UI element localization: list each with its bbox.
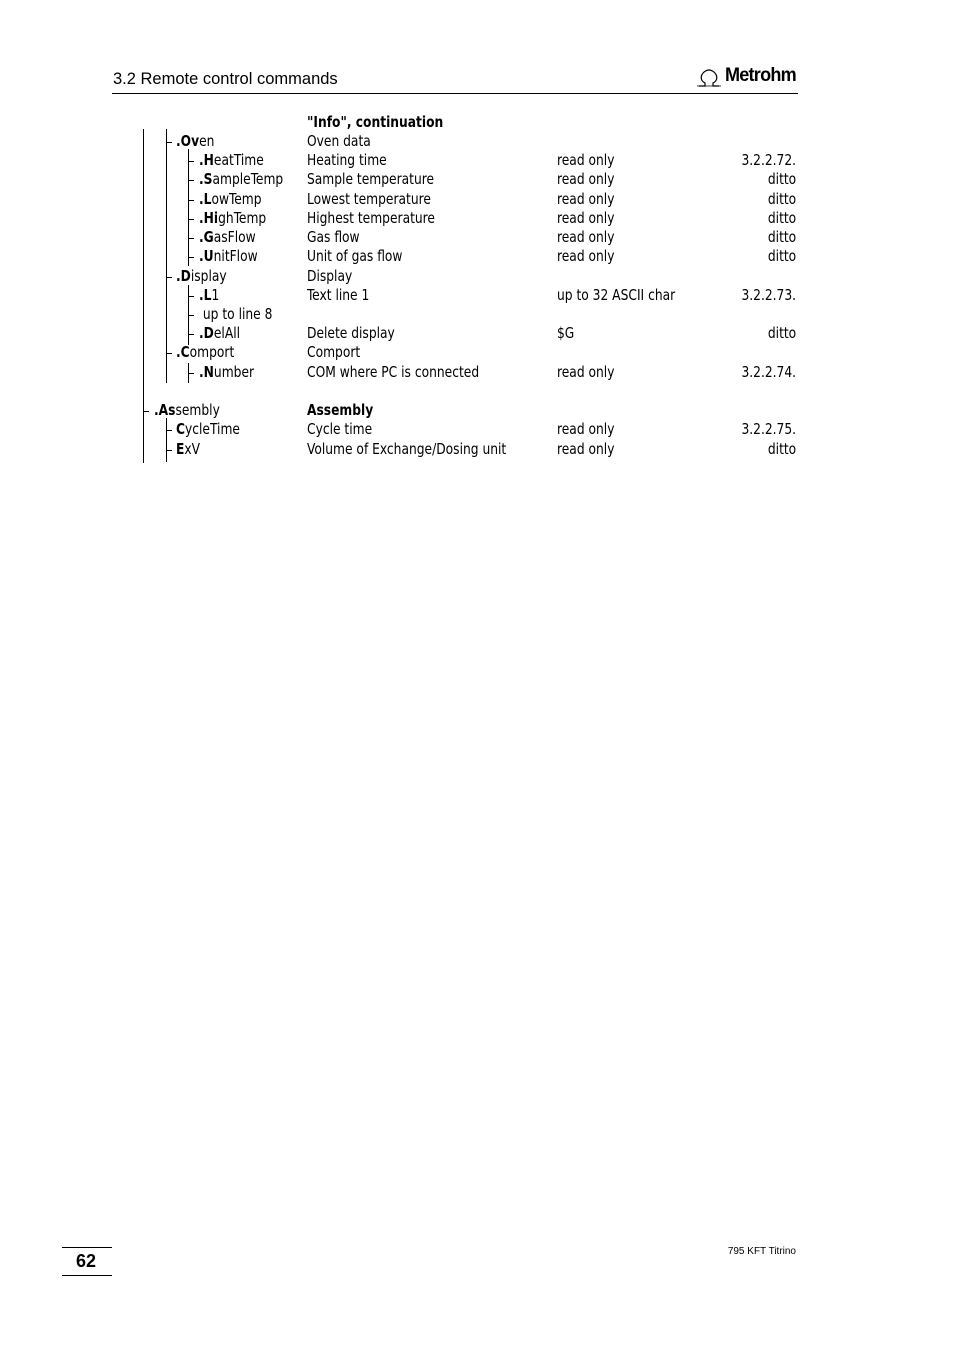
command-access: read only — [557, 228, 615, 246]
command-reference: 3.2.2.75. — [741, 420, 796, 438]
table-row — [0, 286, 954, 305]
command-name: .SampleTemp — [199, 170, 284, 188]
command-name: .HeatTime — [199, 151, 264, 169]
command-name: up to line 8 — [199, 305, 273, 323]
command-description: Oven data — [307, 132, 371, 150]
table-row — [0, 401, 954, 420]
page-number: 62 — [76, 1251, 97, 1271]
command-description: Sample temperature — [307, 170, 435, 188]
command-name: .Oven — [176, 132, 215, 150]
table-row — [0, 305, 954, 324]
command-description: Display — [307, 267, 353, 285]
command-description: Assembly — [307, 401, 374, 419]
command-description: Highest temperature — [307, 209, 435, 227]
command-name: .Display — [176, 267, 227, 285]
command-reference: 3.2.2.74. — [741, 363, 796, 381]
command-description: Cycle time — [307, 420, 373, 438]
command-name: .UnitFlow — [199, 247, 258, 265]
command-description: Gas flow — [307, 228, 360, 246]
footer-rule-bottom — [62, 1275, 112, 1276]
command-description: Lowest temperature — [307, 190, 431, 208]
table-row — [0, 170, 954, 189]
section-title: 3.2 Remote control commands — [113, 70, 338, 88]
command-reference: ditto — [767, 440, 796, 458]
command-access: read only — [557, 440, 615, 458]
table-row — [0, 190, 954, 209]
command-reference: ditto — [767, 228, 796, 246]
command-reference: 3.2.2.73. — [741, 286, 796, 304]
command-reference: 3.2.2.72. — [741, 151, 796, 169]
command-name: .HighTemp — [199, 209, 267, 227]
command-description: Heating time — [307, 151, 387, 169]
table-row — [0, 420, 954, 439]
command-description: Text line 1 — [307, 286, 370, 304]
continuation-title: "Info", continuation — [307, 113, 444, 131]
command-name: ExV — [176, 440, 201, 458]
command-reference: ditto — [767, 190, 796, 208]
command-name: CycleTime — [176, 420, 240, 438]
command-description: Unit of gas flow — [307, 247, 403, 265]
product-name: 795 KFT Titrino — [727, 1246, 796, 1257]
footer-rule-top — [62, 1247, 112, 1248]
command-access: read only — [557, 209, 615, 227]
table-row — [0, 209, 954, 228]
command-description: Comport — [307, 343, 361, 361]
command-access: read only — [557, 151, 615, 169]
table-row — [0, 267, 954, 286]
brand-logo — [696, 64, 798, 90]
table-row — [0, 228, 954, 247]
table-row — [0, 363, 954, 382]
header-rule — [112, 93, 798, 94]
continuation-header-row — [0, 113, 954, 132]
command-reference: ditto — [767, 324, 796, 342]
command-access: up to 32 ASCII char — [557, 286, 676, 304]
command-name: .Comport — [176, 343, 235, 361]
command-description: Volume of Exchange/Dosing unit — [307, 440, 507, 458]
command-description: COM where PC is connected — [307, 363, 480, 381]
command-name: .LowTemp — [199, 190, 262, 208]
table-row — [0, 151, 954, 170]
command-reference: ditto — [767, 209, 796, 227]
command-name: .L1 — [199, 286, 220, 304]
table-row — [0, 247, 954, 266]
command-name: .DelAll — [199, 324, 241, 342]
table-row — [0, 324, 954, 343]
table-row — [0, 132, 954, 151]
command-access: read only — [557, 170, 615, 188]
command-reference: ditto — [767, 247, 796, 265]
brand-name: Metrohm — [725, 65, 796, 86]
command-access: read only — [557, 363, 615, 381]
command-access: read only — [557, 420, 615, 438]
command-reference: ditto — [767, 170, 796, 188]
command-name: .Number — [199, 363, 255, 381]
table-row — [0, 343, 954, 362]
command-access: $G — [557, 324, 575, 342]
command-description: Delete display — [307, 324, 395, 342]
table-row — [0, 440, 954, 459]
command-name: .Assembly — [154, 401, 220, 419]
omega-logo-icon — [696, 68, 722, 88]
command-access: read only — [557, 190, 615, 208]
command-name: .GasFlow — [199, 228, 256, 246]
command-access: read only — [557, 247, 615, 265]
